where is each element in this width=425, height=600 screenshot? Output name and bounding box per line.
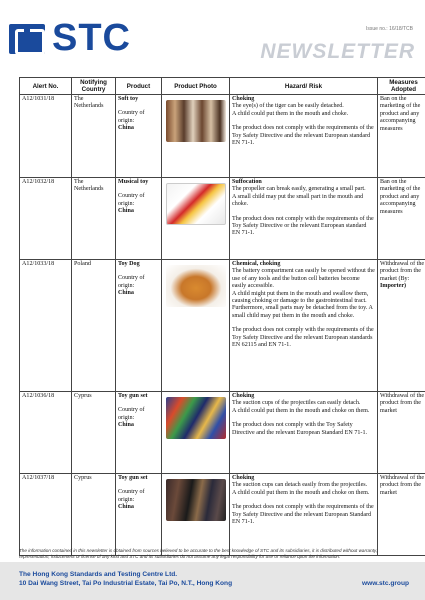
measures-cell bbox=[378, 95, 425, 178]
photo-cell bbox=[162, 474, 230, 556]
alert-number: A12/1036/18 bbox=[20, 392, 72, 474]
hazard-note: The product does not comply with the requirements of the Toy Safety Directive or the relevant European standard EN 71-1. bbox=[232, 215, 374, 237]
origin-country: China bbox=[118, 422, 134, 429]
hazard-line: The suction cups of the projectiles can easily detach. bbox=[232, 400, 361, 407]
company-name: The Hong Kong Standards and Testing Centre Ltd. bbox=[19, 571, 178, 578]
notifying-country: The Netherlands bbox=[72, 178, 116, 260]
header-measures-adopted: Measures Adopted bbox=[378, 78, 425, 95]
alert-number: A12/1033/18 bbox=[20, 260, 72, 392]
notifying-country: Cyprus bbox=[72, 392, 116, 474]
hazard-line: Furthermore, small parts may be detached from the toy. A small child may put them in the mouth and choke. bbox=[232, 305, 373, 319]
hazard-note: The product does not comply with the requirements of the Toy Safety Directive and the relevant European Standard EN 71-1. bbox=[232, 504, 374, 526]
measures-cell bbox=[378, 178, 425, 260]
hazard-cell bbox=[230, 95, 378, 178]
musical-toy-photo bbox=[166, 183, 226, 225]
hazard-title: Chemical, choking bbox=[232, 261, 281, 267]
origin-label: Country of origin: bbox=[118, 489, 145, 503]
disclaimer-text: The information contained in this newsletter is obtained from sources believed to be accurate to the best knowledge of STC and its subsidiaries, it is distributed without warranty, representation, inducement or license of any kind and STC and its subsidiaries do not assume any legal responsibility for use or reliance upon the information. bbox=[19, 548, 378, 559]
hazard-cell bbox=[230, 260, 378, 392]
product-cell bbox=[116, 260, 162, 392]
origin-country: China bbox=[118, 125, 134, 132]
hazard-cell bbox=[230, 178, 378, 260]
alerts-table bbox=[19, 77, 425, 556]
hazard-title: Suffocation bbox=[232, 179, 262, 185]
page-footer bbox=[0, 562, 425, 600]
notifying-country: Cyprus bbox=[72, 474, 116, 556]
soft-toy-photo bbox=[166, 100, 226, 142]
hazard-line: A child could put them in the mouth and choke. bbox=[232, 110, 349, 117]
photo-cell bbox=[162, 95, 230, 178]
photo-cell bbox=[162, 392, 230, 474]
hazard-note: The product does not comply with the requirements of the Toy Safety Directive and the relevant European standard EN 71-1. bbox=[232, 125, 374, 147]
alert-number: A12/1031/18 bbox=[20, 95, 72, 178]
measures-cell bbox=[378, 392, 425, 474]
logo-text: STC bbox=[52, 17, 131, 59]
origin-label: Country of origin: bbox=[118, 407, 145, 421]
header-product: Product bbox=[116, 78, 162, 95]
company-address: 10 Dai Wang Street, Tai Po Industrial Estate, Tai Po, N.T., Hong Kong bbox=[19, 580, 233, 587]
table-row bbox=[20, 260, 425, 392]
measures-text: Ban on the marketing of the product and any accompanying measures bbox=[380, 179, 421, 215]
newsletter-title: NEWSLETTER bbox=[260, 40, 415, 63]
hazard-line: A small child may put the small part in the mouth and choke. bbox=[232, 193, 364, 208]
hazard-title: Choking bbox=[232, 96, 255, 102]
product-cell bbox=[116, 392, 162, 474]
header-product-photo: Product Photo bbox=[162, 78, 230, 95]
table-header-row bbox=[20, 78, 425, 95]
hazard-line: A child could put them in the mouth and choke on them. bbox=[232, 407, 370, 414]
product-name: Toy gun set bbox=[118, 393, 148, 399]
header-alert-no: Alert No. bbox=[20, 78, 72, 95]
stc-logo-icon bbox=[9, 24, 45, 54]
origin-label: Country of origin: bbox=[118, 110, 145, 124]
measures-text: Ban on the marketing of the product and any accompanying measures bbox=[380, 96, 421, 132]
hazard-line: A child might put them in the mouth and swallow them, causing choking or damage to the gastrointestinal tract. bbox=[232, 290, 369, 305]
header-notifying-country: Notifying Country bbox=[72, 78, 116, 95]
hazard-line: The eye(s) of the tiger can be easily detached. bbox=[232, 103, 344, 110]
product-cell bbox=[116, 178, 162, 260]
hazard-line: The battery compartment can easily be opened without the use of any tools and the button cell batteries become easily accessible. bbox=[232, 268, 375, 290]
product-cell bbox=[116, 95, 162, 178]
hazard-title: Choking bbox=[232, 475, 255, 481]
notifying-country: The Netherlands bbox=[72, 95, 116, 178]
measures-cell bbox=[378, 260, 425, 392]
toy-dog-photo bbox=[166, 265, 226, 307]
notifying-country: Poland bbox=[72, 260, 116, 392]
page-header bbox=[0, 0, 425, 70]
alert-number: A12/1032/18 bbox=[20, 178, 72, 260]
product-name: Toy gun set bbox=[118, 475, 148, 481]
measures-tail: Importer) bbox=[380, 283, 407, 290]
origin-label: Country of origin: bbox=[118, 193, 145, 207]
alert-number: A12/1037/18 bbox=[20, 474, 72, 556]
table-row bbox=[20, 474, 425, 556]
hazard-cell bbox=[230, 392, 378, 474]
hazard-line: The propeller can break easily, generating a small part. bbox=[232, 186, 366, 193]
hazard-line: A child could put them in the mouth and choke on them. bbox=[232, 489, 370, 496]
measures-text: Withdrawal of the product from the market (By: bbox=[380, 261, 425, 282]
table-row bbox=[20, 178, 425, 260]
product-name: Musical toy bbox=[118, 179, 149, 185]
hazard-line: The suction cups can detach easily from the projectiles. bbox=[232, 482, 368, 489]
photo-cell bbox=[162, 260, 230, 392]
issue-number: Issue no.: 16/18/TCB bbox=[366, 26, 413, 32]
measures-text: Withdrawal of the product from the market bbox=[380, 475, 425, 496]
measures-text: Withdrawal of the product from the market bbox=[380, 393, 425, 414]
product-name: Soft toy bbox=[118, 96, 139, 102]
hazard-cell bbox=[230, 474, 378, 556]
origin-country: China bbox=[118, 290, 134, 297]
hazard-note: The product does not comply with the requirements of the Toy Safety Directive and the relevant European standards EN 62115 and EN 71-1. bbox=[232, 327, 374, 349]
table-row bbox=[20, 95, 425, 178]
table-row bbox=[20, 392, 425, 474]
origin-label: Country of origin: bbox=[118, 275, 145, 289]
toy-gun-set-photo bbox=[166, 397, 226, 439]
origin-country: China bbox=[118, 208, 134, 215]
measures-cell bbox=[378, 474, 425, 556]
hazard-title: Choking bbox=[232, 393, 255, 399]
website-link[interactable]: www.stc.group bbox=[361, 580, 409, 587]
toy-gun-set-photo bbox=[166, 479, 226, 521]
photo-cell bbox=[162, 178, 230, 260]
product-cell bbox=[116, 474, 162, 556]
hazard-note: The product does not comply with the Toy Safety Directive and the relevant European Standard EN 71-1. bbox=[232, 422, 368, 436]
header-hazard-risk: Hazard/ Risk bbox=[230, 78, 378, 95]
origin-country: China bbox=[118, 504, 134, 511]
product-name: Toy Dog bbox=[118, 261, 140, 267]
